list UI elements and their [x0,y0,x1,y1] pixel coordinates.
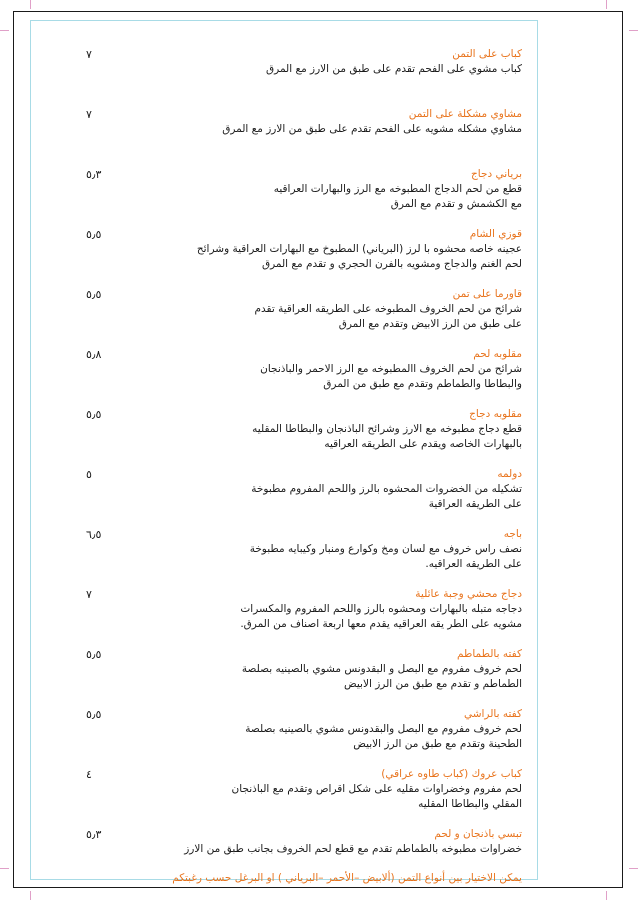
menu-item-title: قاورما على تمن [452,288,522,300]
menu-item-text [122,647,522,692]
menu-item-description: خضراوات مطبوخه بالطماطم تقدم مع قطع لحم الخروف بجانب طبق من الارز [184,843,522,855]
menu-item-title: تبسي باذنجان و لحم [434,828,522,840]
menu-item-text [122,707,522,752]
menu-item [30,827,538,887]
menu-item-price: ٥٫٨ [86,348,102,361]
menu-item-price: ٥٫٣ [86,168,102,181]
menu-item-title: برياني دجاج [471,168,522,180]
menu-item-price: ٥ [86,468,92,481]
menu-item-description: لحم خروف مفروم مع البصل و البقدونس مشوي بالصينيه بصلصة [241,663,522,675]
menu-item-title: مقلوبه لحم [473,348,522,360]
menu-item-title: مقلوبه دجاج [469,408,522,420]
menu-item-text [122,107,522,137]
menu-item-description: تشكيله من الخضروات المحشوه بالرز واللحم المفروم مطبوخة [251,483,522,495]
crop-mark [606,891,607,900]
crop-mark [629,868,638,869]
menu-item-title: كباب عروك (كباب طاوه عراقي) [381,768,522,780]
crop-mark [0,868,9,869]
menu-item [30,707,538,767]
menu-item-text [122,287,522,332]
menu-item [30,407,538,467]
menu-item-price: ٤ [86,768,92,781]
menu-item-text [122,527,522,572]
menu-item-description: بالبهارات الخاصه ويقدم على الطريقه العراقيه [324,438,522,450]
menu-item-price: ٧ [86,108,92,121]
menu-item-title: دولمه [497,468,522,480]
menu-item [30,227,538,287]
menu-item-description: لحم الغنم والدجاج ومشويه بالفرن الحجري و تقدم مع المرق [261,258,522,270]
menu-item-title: كباب على التمن [452,48,522,60]
menu-item [30,467,538,527]
crop-mark [606,0,607,9]
menu-item-description: مع الكشمش و تقدم مع المرق [390,198,522,210]
menu-item-description: مشويه على الطر يقه العراقيه يقدم معها اربعة اصناف من المرق. [240,618,522,630]
menu-item-description: لحم مفروم وخضراوات مقليه على شكل اقراص وتقدم مع الباذنجان [231,783,522,795]
menu-item-text [122,227,522,272]
menu-item-description: لحم خروف مفروم مع البصل والبقدونس مشوي بالصينيه بصلصة [245,723,522,735]
menu-item-description: عجينه خاصه محشوه با لرز (البرياني) المطبوخ مع البهارات العراقية وشرائح [196,243,522,255]
menu-item [30,47,538,107]
menu-item-text [122,167,522,212]
menu-item-text [122,467,522,512]
menu-item-description: دجاجه متبله بالبهارات ومحشوه بالرز واللحم المفروم والمكسرات [240,603,522,615]
menu-item-description: شرائح من لحم الخروف المطبوخه على الطريقه العراقية تقدم [254,303,522,315]
menu-item-description: قطع دجاج مطبوخه مع الارز وشرائح الباذنجان والبطاطا المقليه [252,423,522,435]
menu-item-title: باجه [503,528,522,540]
menu-item-price: ٥٫٥ [86,288,102,301]
crop-mark [30,891,31,900]
menu-item [30,527,538,587]
menu-item-title: كفته بالراشي [463,708,522,720]
menu-item-description: والبطاطا والطماطم وتقدم مع طبق من المرق [323,378,522,390]
menu-list [30,47,538,886]
rice-choice-note: يمكن الاختيار بين أنواع التمن (ألابيض –الأحمر –البرياني ) او البرغل حسب رغبتكم [172,872,522,884]
menu-item-price: ٧ [86,588,92,601]
menu-item-title: دجاج محشي وجبة عائلية [415,588,522,600]
menu-item [30,287,538,347]
menu-item-description: مشاوي مشكله مشويه على الفحم تقدم على طبق من الارز مع المرق [222,123,522,135]
menu-item-text [122,47,522,77]
menu-item-description: كباب مشوي على الفحم تقدم على طبق من الارز مع المرق [266,63,522,75]
menu-item [30,167,538,227]
menu-item-text [122,587,522,632]
crop-mark [0,30,9,31]
menu-item-text [122,407,522,452]
menu-item-description: الطماطم و تقدم مع طبق من الرز الابيض [344,678,522,690]
menu-item-text [122,767,522,812]
menu-item-price: ٥٫٥ [86,708,102,721]
menu-item-title: كفته بالطماطم [457,648,522,660]
crop-mark [629,30,638,31]
menu-item [30,347,538,407]
menu-item-title: قوزي الشام [469,228,522,240]
menu-item-price: ٥٫٥ [86,228,102,241]
menu-item-description: الطحينة وتقدم مع طبق من الرز الابيض [353,738,522,750]
menu-item [30,587,538,647]
menu-item-description: شرائح من لحم الخروف االمطبوخه مع الرز الاحمر والباذنجان [260,363,522,375]
menu-item-price: ٦٫٥ [86,528,102,541]
menu-item-description: على الطريقه العراقيه. [425,558,522,570]
menu-item [30,647,538,707]
crop-mark [30,0,31,9]
menu-item-price: ٥٫٣ [86,828,102,841]
menu-item-description: على الطريقه العراقية [428,498,522,510]
menu-item-text [122,347,522,392]
menu-item [30,107,538,167]
menu-item-price: ٥٫٥ [86,408,102,421]
menu-item-description: على طبق من الرز الابيض وتقدم مع المرق [338,318,522,330]
menu-item-title: مشاوي مشكلة على التمن [408,108,522,120]
menu-item-description: قطع من لحم الدجاج المطبوخه مع الرز والبهارات العراقيه [273,183,522,195]
menu-item [30,767,538,827]
menu-item-price: ٥٫٥ [86,648,102,661]
menu-item-description: نصف راس خروف مع لسان ومخ وكوارع ومنبار وكيبايه مطبوخة [249,543,522,555]
menu-item-text [122,827,522,857]
menu-item-price: ٧ [86,48,92,61]
menu-item-description: المقلي والبطاطا المقليه [418,798,522,810]
